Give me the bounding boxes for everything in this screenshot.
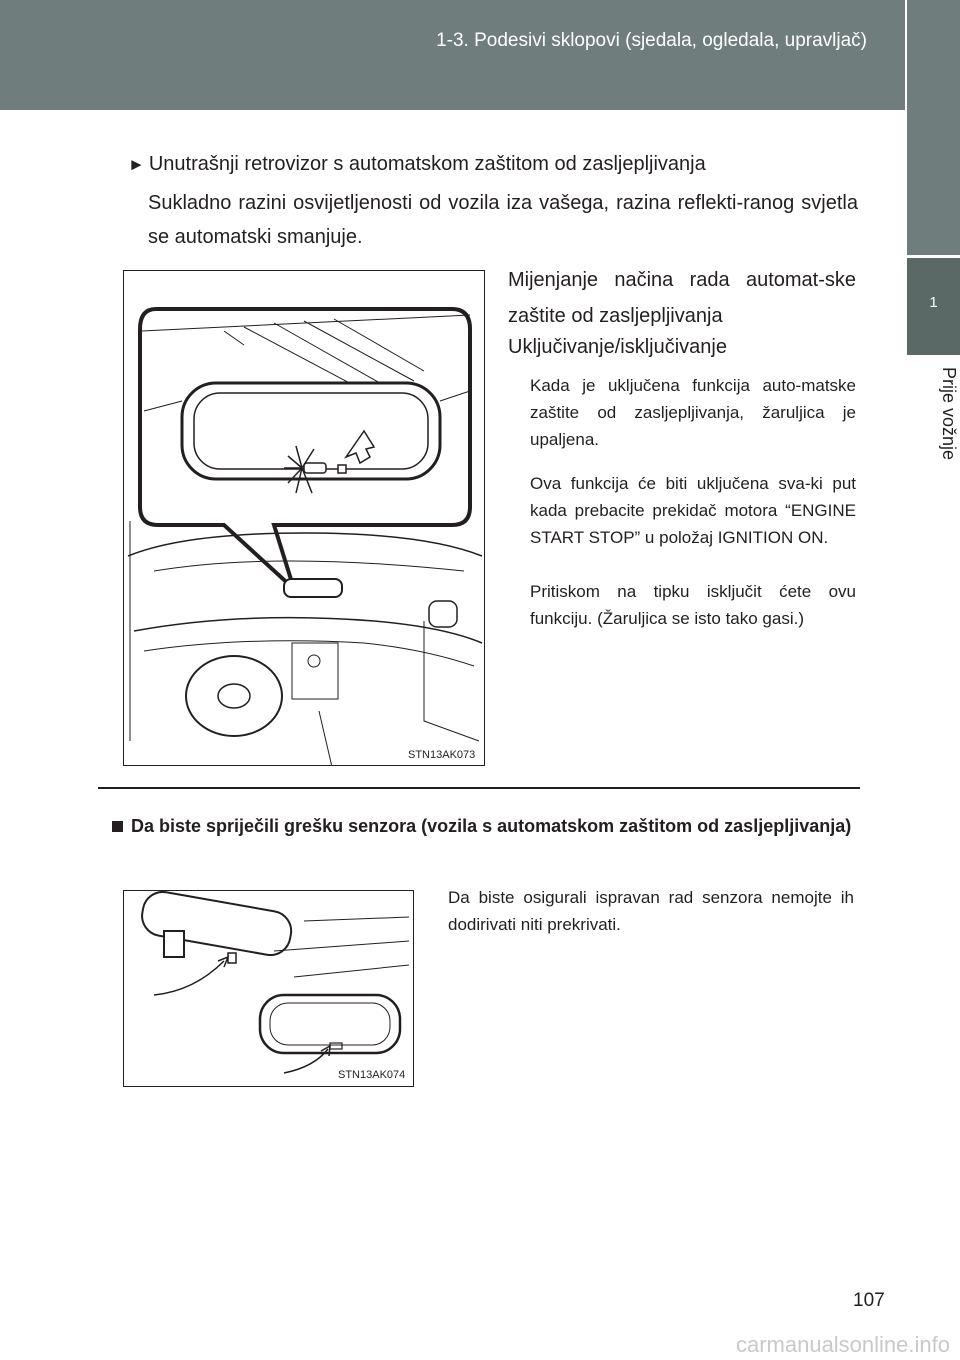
page-number: 107 [853,1290,885,1311]
figure-code-2: STN13AK074 [338,1069,406,1081]
chapter-label-area [907,357,960,502]
section-heading-text: Da biste spriječili grešku senzora (vozila s automatskom zaštitom od zasljepljivanja) [131,816,852,836]
note-lamp: Kada je uključena funkcija auto-matske zaštite od zasljepljivanja, žaruljica je upaljena. [530,376,856,449]
sensor-drawing [124,891,414,1087]
square-bullet-icon [112,821,123,832]
section-heading [112,812,856,840]
section-divider [98,787,860,789]
sensor-illustration [123,890,414,1087]
note-button: Pritiskom na tipku isključit ćete ovu funkciju. (Žaruljica se isto tako gasi.) [530,582,856,628]
figure-code: STN13AK073 [408,749,476,761]
chapter-tab[interactable] [907,258,960,355]
section-title: 1-3. Podesivi sklopovi (sjedala, ogledala, upravljač) [436,30,867,51]
mode-subheading: Uključivanje/isključivanje [508,336,727,358]
intro-paragraph: Sukladno razini osvijetljenosti od vozila iza vašega, razina reflekti-ranog svjetla se automatski smanjuje. [148,192,858,248]
mirror-illustration [123,270,485,766]
bullet-heading [128,150,706,179]
watermark: carmanualsonline.info [735,1332,950,1357]
sensor-note: Da biste osigurali ispravan rad senzora nemojte ih dodirivati niti prekrivati. [448,888,854,934]
mode-heading: Mijenjanje načina rada automat-ske zaštite od zasljepljivanja [508,269,856,327]
side-tab-top [907,0,960,255]
chapter-number: 1 [929,294,938,311]
page-header [0,0,905,110]
triangle-bullet-icon: ► [128,155,145,174]
chapter-label: Prije vožnje [939,367,959,461]
bullet-heading-text: Unutrašnji retrovizor s automatskom zaštitom od zasljepljivanja [148,153,706,175]
note-ignition: Ova funkcija će biti uključena sva-ki put kada prebacite prekidač motora “ENGINE START STOP” u položaj IGNITION ON. [530,474,856,547]
mirror-drawing [124,271,485,766]
